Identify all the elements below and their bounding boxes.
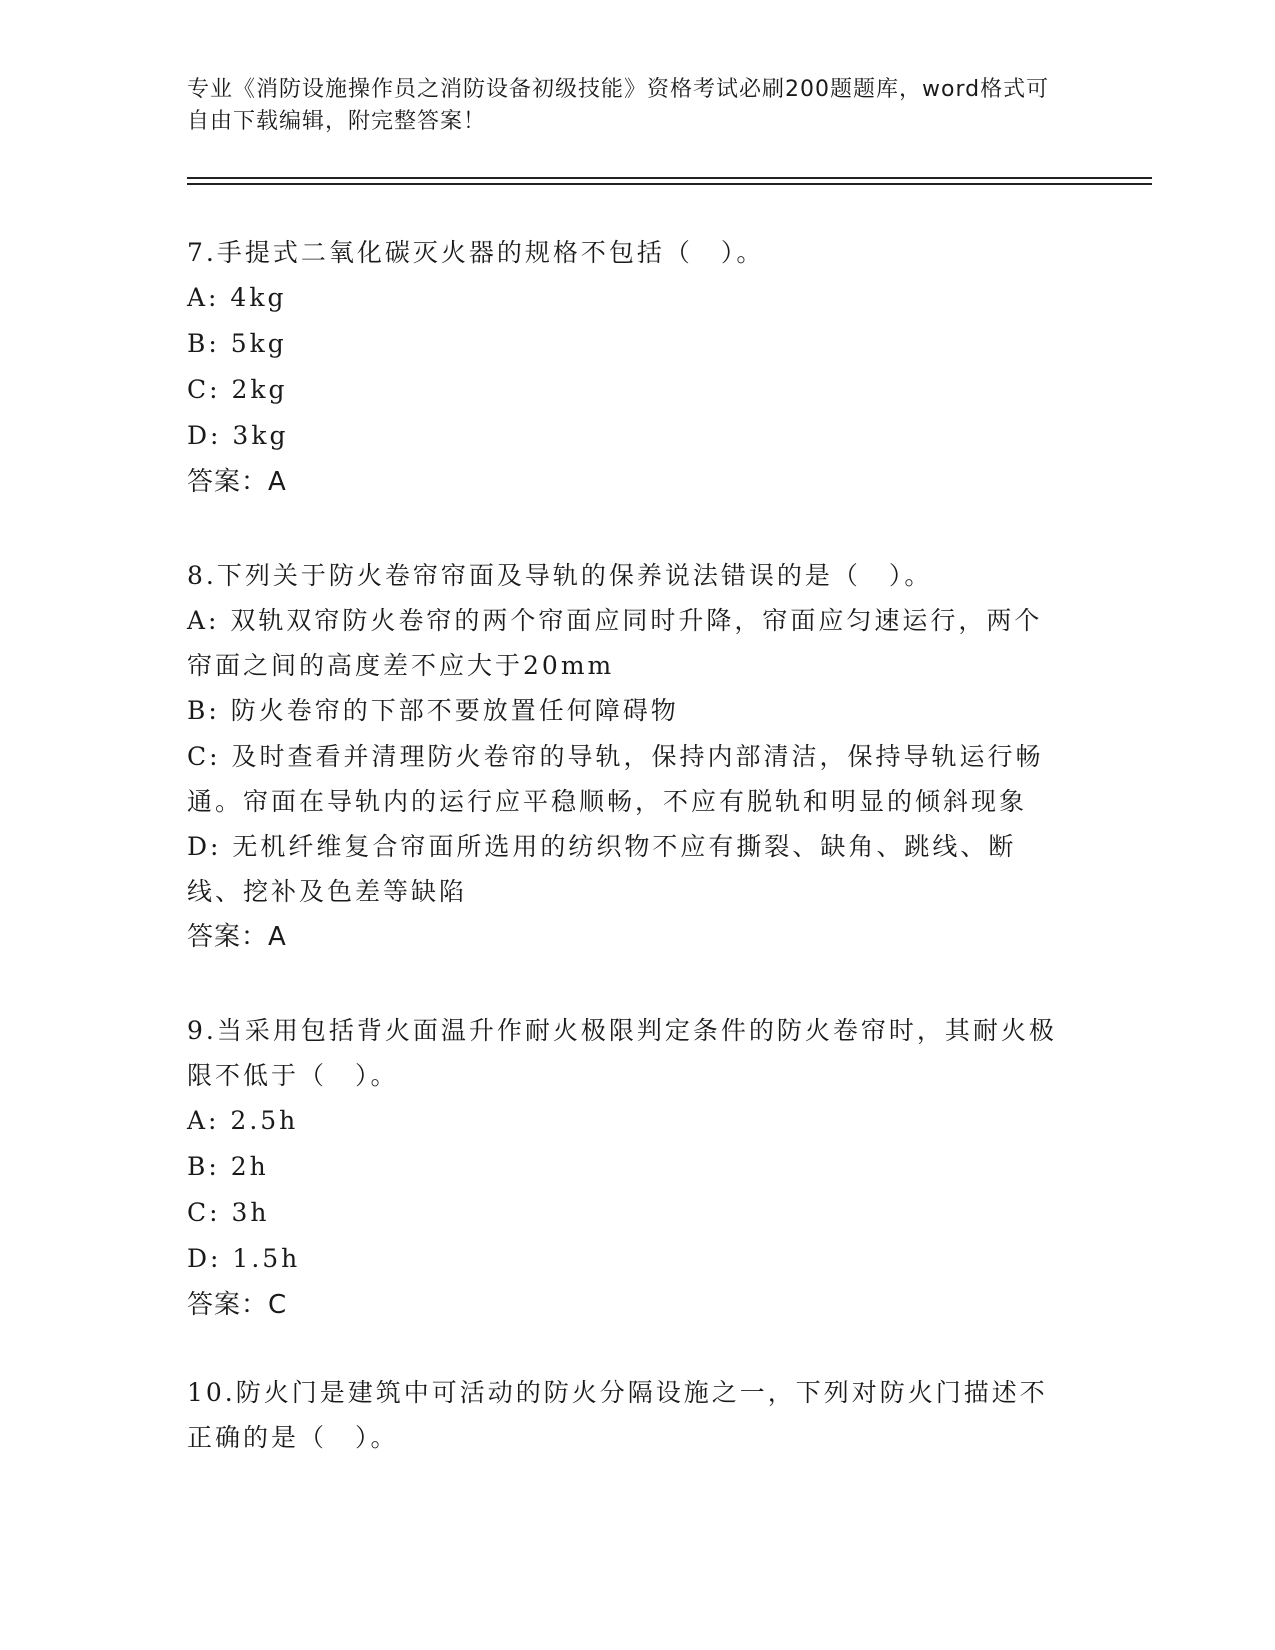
question-7	[187, 230, 1067, 505]
question-stem: 9.当采用包括背火面温升作耐火极限判定条件的防火卷帘时，其耐火极限不低于（ ）。	[187, 1016, 1057, 1090]
option-b: B: 5kg	[187, 329, 287, 358]
question-stem: 10.防火门是建筑中可活动的防火分隔设施之一，下列对防火门描述不正确的是（ ）。	[187, 1378, 1048, 1452]
option-d: D: 1.5h	[187, 1244, 301, 1273]
option-b: B: 防火卷帘的下部不要放置任何障碍物	[187, 696, 679, 725]
header-divider-bottom	[187, 183, 1152, 185]
question-10	[187, 1370, 1067, 1460]
question-stem: 8.下列关于防火卷帘帘面及导轨的保养说法错误的是（ ）。	[187, 561, 933, 590]
document-header: 专业《消防设施操作员之消防设备初级技能》资格考试必刷200题题库，word格式可自由下载编辑，附完整答案！	[187, 77, 1050, 134]
option-a: A: 4kg	[187, 283, 287, 312]
question-stem: 7.手提式二氧化碳灭火器的规格不包括（ ）。	[187, 238, 765, 267]
answer-label: 答案：A	[187, 922, 287, 952]
option-c: C: 3h	[187, 1198, 270, 1227]
question-8	[187, 553, 1067, 960]
option-d: D: 无机纤维复合帘面所选用的纺织物不应有撕裂、缺角、跳线、断线、挖补及色差等缺陷	[187, 832, 1017, 906]
option-b: B: 2h	[187, 1152, 269, 1181]
option-c: C: 2kg	[187, 375, 288, 404]
answer-label: 答案：A	[187, 467, 287, 497]
option-a: A: 2.5h	[187, 1106, 299, 1135]
option-a: A: 双轨双帘防火卷帘的两个帘面应同时升降，帘面应匀速运行，两个帘面之间的高度差不应大于20mm	[187, 606, 1043, 680]
option-d: D: 3kg	[187, 421, 289, 450]
answer-label: 答案：C	[187, 1290, 288, 1320]
header-divider-top	[187, 177, 1152, 179]
option-c: C: 及时查看并清理防火卷帘的导轨，保持内部清洁，保持导轨运行畅通。帘面在导轨内的运行应平稳顺畅，不应有脱轨和明显的倾斜现象	[187, 742, 1044, 816]
question-9	[187, 1008, 1067, 1328]
